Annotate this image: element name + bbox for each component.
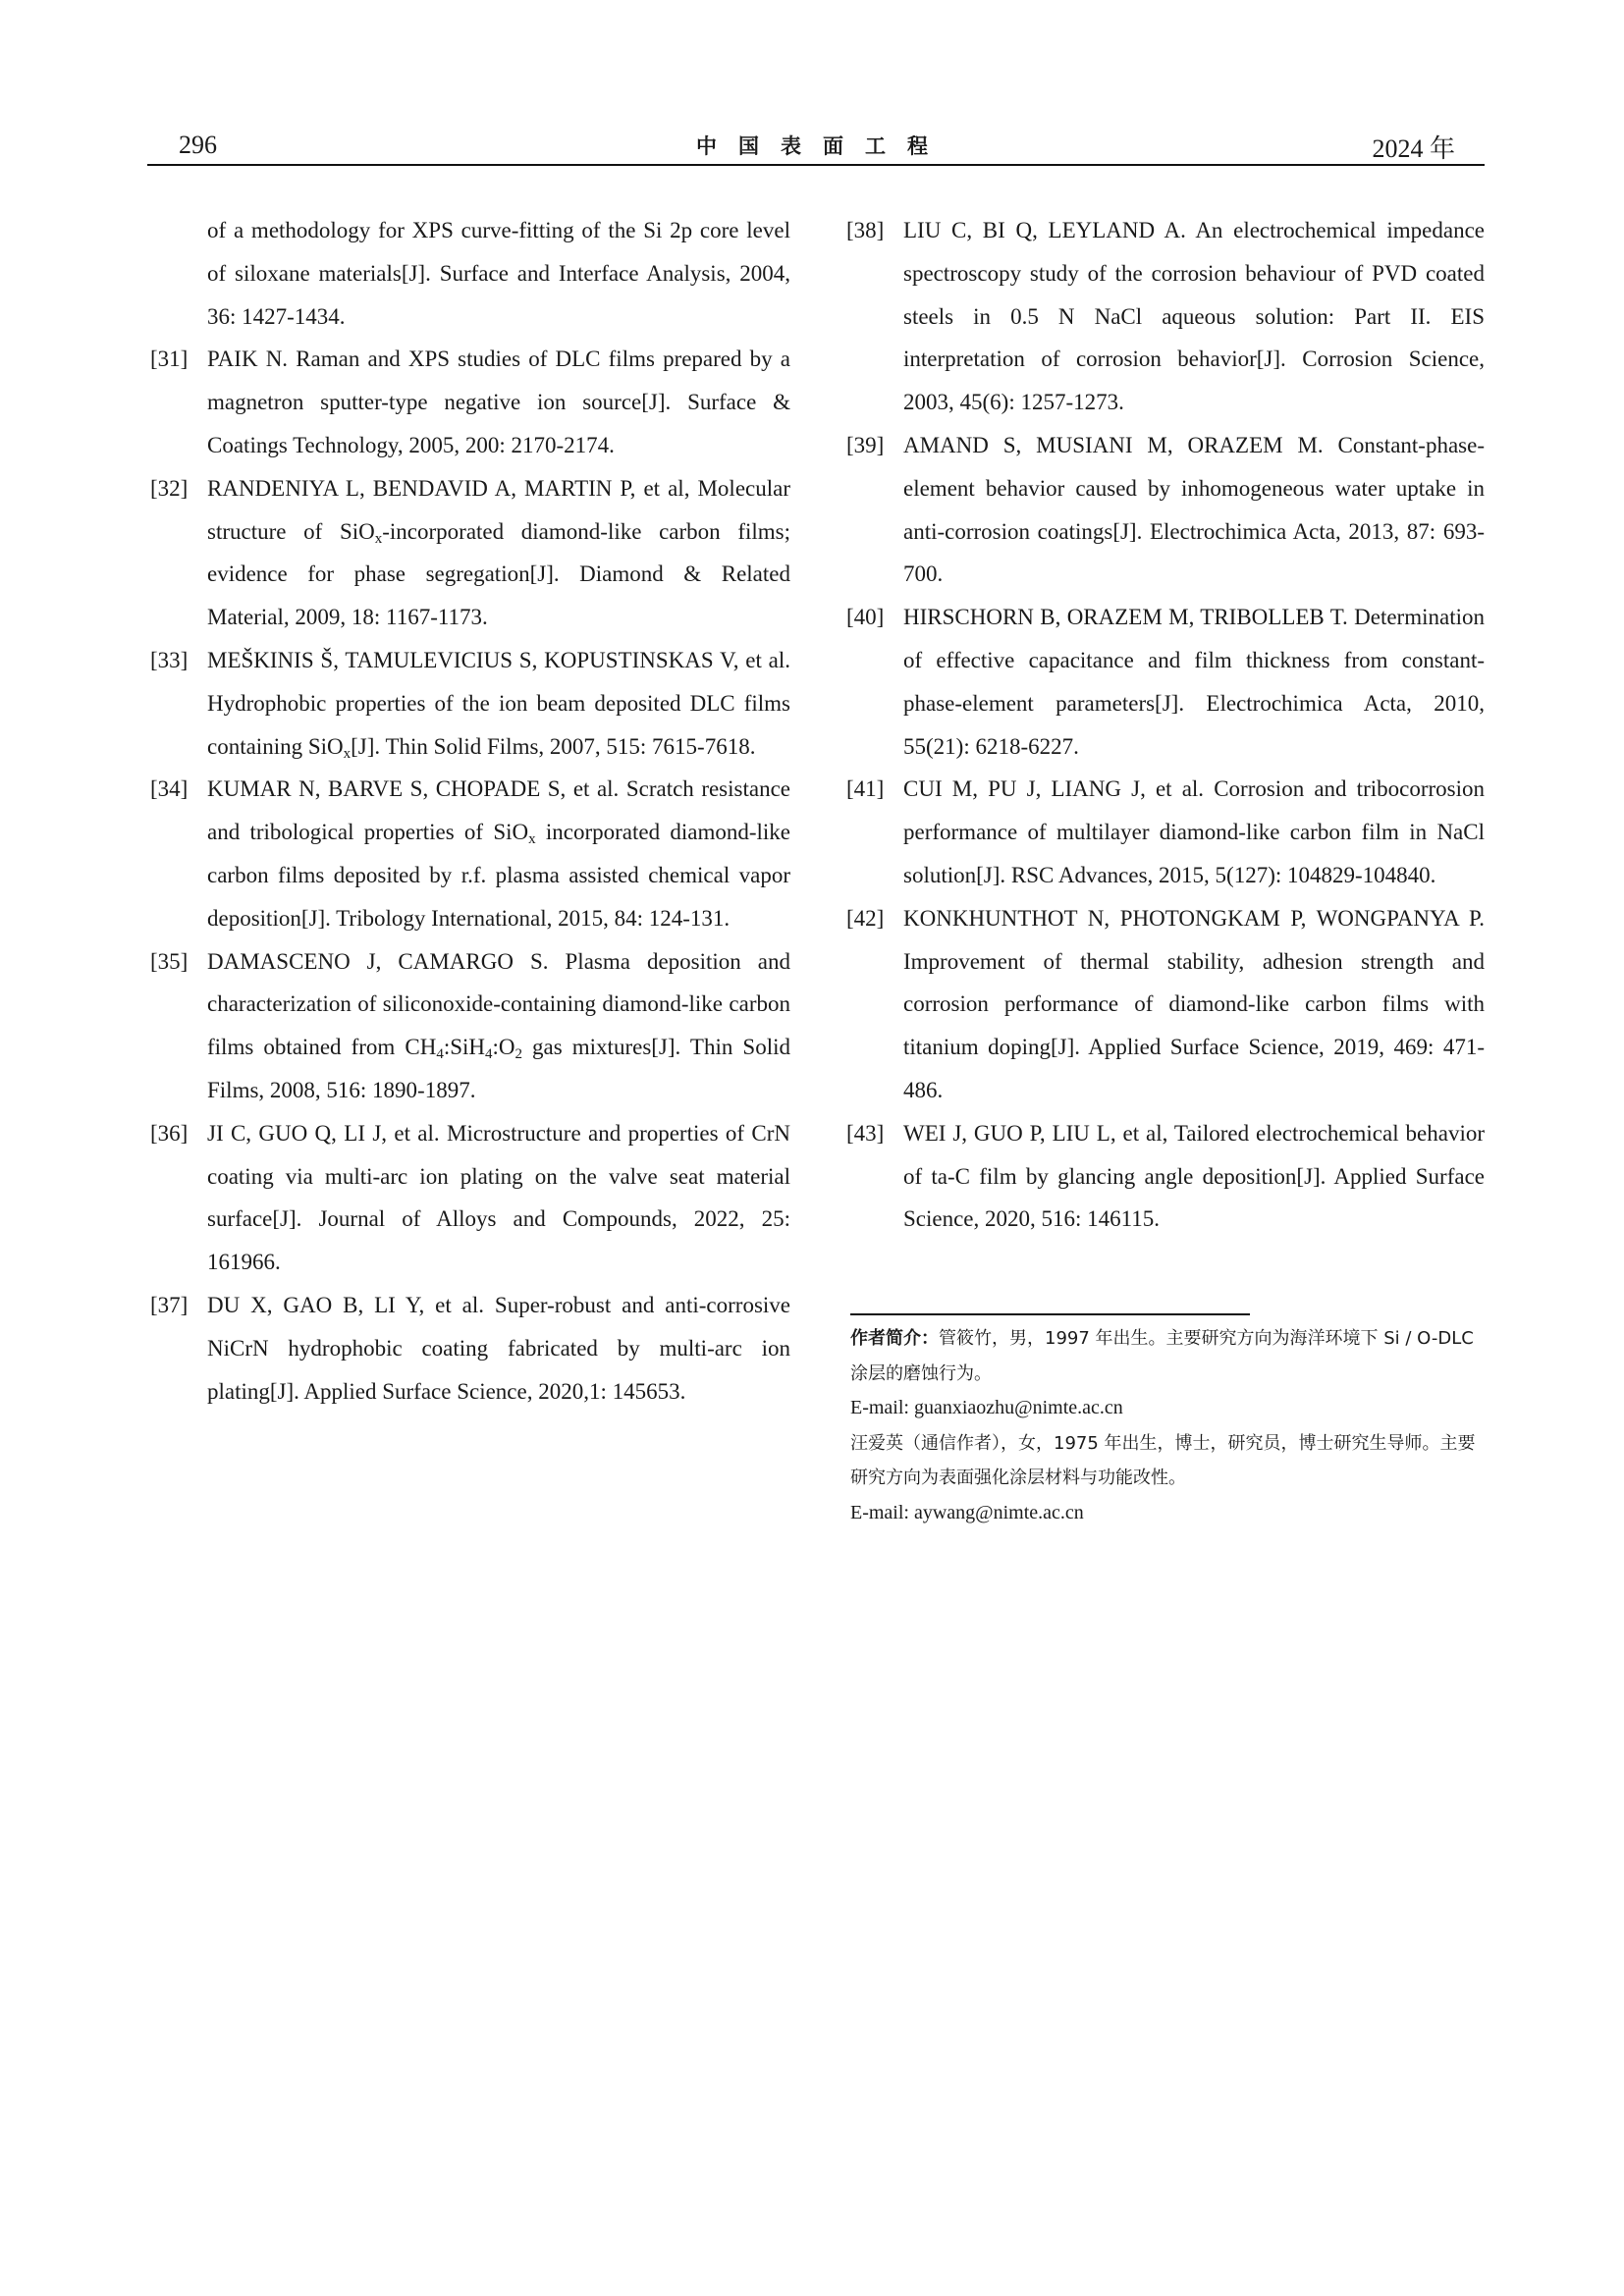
left-column [150, 209, 790, 1413]
page-number: 296 [179, 131, 217, 159]
reference-text: CUI M, PU J, LIANG J, et al. Corrosion and tribocorrosion performance of multilayer diamond-like carbon film in NaCl solution[J]. RSC Advances, 2015, 5(127): 104829-104840. [903, 776, 1485, 887]
reference-32 [150, 467, 790, 639]
reference-36 [150, 1112, 790, 1284]
reference-text: LIU C, BI Q, LEYLAND A. An electrochemical impedance spectroscopy study of the corrosion behaviour of PVD coated steels in 0.5 N NaCl aqueous solution: Part II. EIS interpretation of corrosion behavior[J]. Corrosion Science, 2003, 45(6): 1257-1273. [903, 218, 1485, 415]
reference-number: [36] [150, 1120, 189, 1146]
reference-number: [38] [846, 218, 885, 242]
reference-43 [846, 1112, 1485, 1241]
reference-number: [43] [846, 1120, 885, 1146]
reference-text: KUMAR N, BARVE S, CHOPADE S, et al. Scratch resistance and tribological properties of SiO$_x$ incorporated diamond-like carbon films deposited by r.f. plasma assisted chemical vapor deposition[J]. Tribology International, 2015, 84: 124-131. [207, 776, 790, 931]
reference-number: [32] [150, 475, 189, 501]
reference-number: [37] [150, 1292, 189, 1317]
reference-text: KONKHUNTHOT N, PHOTONGKAM P, WONGPANYA P. Improvement of thermal stability, adhesion strength and corrosion performance of diamond-like carbon films with titanium doping[J]. Applied Surface Science, 2019, 469: 471-486. [903, 905, 1485, 1102]
year: 2024 年 [1372, 134, 1455, 163]
author1-email: E-mail: guanxiaozhu@nimte.ac.cn [850, 1397, 1123, 1418]
right-column [846, 209, 1485, 1241]
reference-number: [34] [150, 776, 189, 802]
reference-number: [42] [846, 905, 885, 931]
reference-35 [150, 940, 790, 1112]
reference-41 [846, 768, 1485, 896]
reference-37 [150, 1284, 790, 1413]
reference-number: [40] [846, 605, 885, 630]
reference-continuation: of a methodology for XPS curve-fitting of the Si 2p core level of siloxane materials[J]. Surface and Interface Analysis, 2004, 36: 1427-1434. [207, 218, 790, 329]
reference-39 [846, 424, 1485, 596]
reference-text: RANDENIYA L, BENDAVID A, MARTIN P, et al, Molecular structure of SiO$_x$-incorporated diamond-like carbon films; evidence for phase segregation[J]. Diamond & Related Material, 2009, 18: 1167-1173. [207, 475, 790, 630]
reference-number: [31] [150, 347, 189, 372]
reference-number: [39] [846, 432, 885, 457]
reference-number: [33] [150, 647, 189, 672]
author-bio [850, 1321, 1485, 1530]
reference-number: [35] [150, 948, 189, 974]
reference-number: [41] [846, 776, 885, 802]
reference-text: AMAND S, MUSIANI M, ORAZEM M. Constant-phase-element behavior caused by inhomogeneous water uptake in anti-corrosion coatings[J]. Electrochimica Acta, 2013, 87: 693-700. [903, 432, 1485, 587]
reference-text: JI C, GUO Q, LI J, et al. Microstructure and properties of CrN coating via multi-arc ion plating on the valve seat material surface[J]. Journal of Alloys and Compounds, 2022, 25: 161966. [207, 1120, 790, 1275]
reference-40 [846, 596, 1485, 768]
reference-text: MEŠKINIS Š, TAMULEVICIUS S, KOPUSTINSKAS V, et al. Hydrophobic properties of the ion beam deposited DLC films containing SiO$_x$[J]. Thin Solid Films, 2007, 515: 7615-7618. [207, 647, 790, 762]
author1-bio: 作者简介：管筱竹，男，1997 年出生。主要研究方向为海洋环境下 Si / O-DLC 涂层的磨蚀行为。 [850, 1328, 1474, 1384]
reference-33 [150, 639, 790, 768]
reference-42 [846, 897, 1485, 1112]
reference-38 [846, 209, 1485, 424]
bio-label: 作者简介： [850, 1328, 939, 1349]
header-rule [147, 164, 1485, 166]
reference-text: PAIK N. Raman and XPS studies of DLC films prepared by a magnetron sputter-type negative ion source[J]. Surface & Coatings Technology, 2005, 200: 2170-2174. [207, 347, 790, 457]
reference-34 [150, 768, 790, 939]
footnote-rule [850, 1313, 1250, 1315]
reference-text: DU X, GAO B, LI Y, et al. Super-robust and anti-corrosive NiCrN hydrophobic coating fabricated by multi-arc ion plating[J]. Applied Surface Science, 2020,1: 145653. [207, 1292, 790, 1404]
author2-bio: 汪爱英（通信作者），女，1975 年出生，博士，研究员，博士研究生导师。主要研究方向为表面强化涂层材料与功能改性。 [850, 1432, 1476, 1488]
reference-text: HIRSCHORN B, ORAZEM M, TRIBOLLEB T. Determination of effective capacitance and film thickness from constant-phase-element parameters[J]. Electrochimica Acta, 2010, 55(21): 6218-6227. [903, 605, 1485, 759]
reference-text: DAMASCENO J, CAMARGO S. Plasma deposition and characterization of siliconoxide-containing diamond-like carbon films obtained from $CH_4:SiH_4:O_2$ gas mixtures[J]. Thin Solid Films, 2008, 516: 1890-1897. [207, 948, 790, 1102]
reference-31 [150, 338, 790, 466]
reference-text: WEI J, GUO P, LIU L, et al, Tailored electrochemical behavior of ta-C film by glancing angle deposition[J]. Applied Surface Science, 2020, 516: 146115. [903, 1120, 1485, 1232]
journal-title: 中国表面工程 [696, 134, 949, 158]
author2-email: E-mail: aywang@nimte.ac.cn [850, 1501, 1084, 1523]
